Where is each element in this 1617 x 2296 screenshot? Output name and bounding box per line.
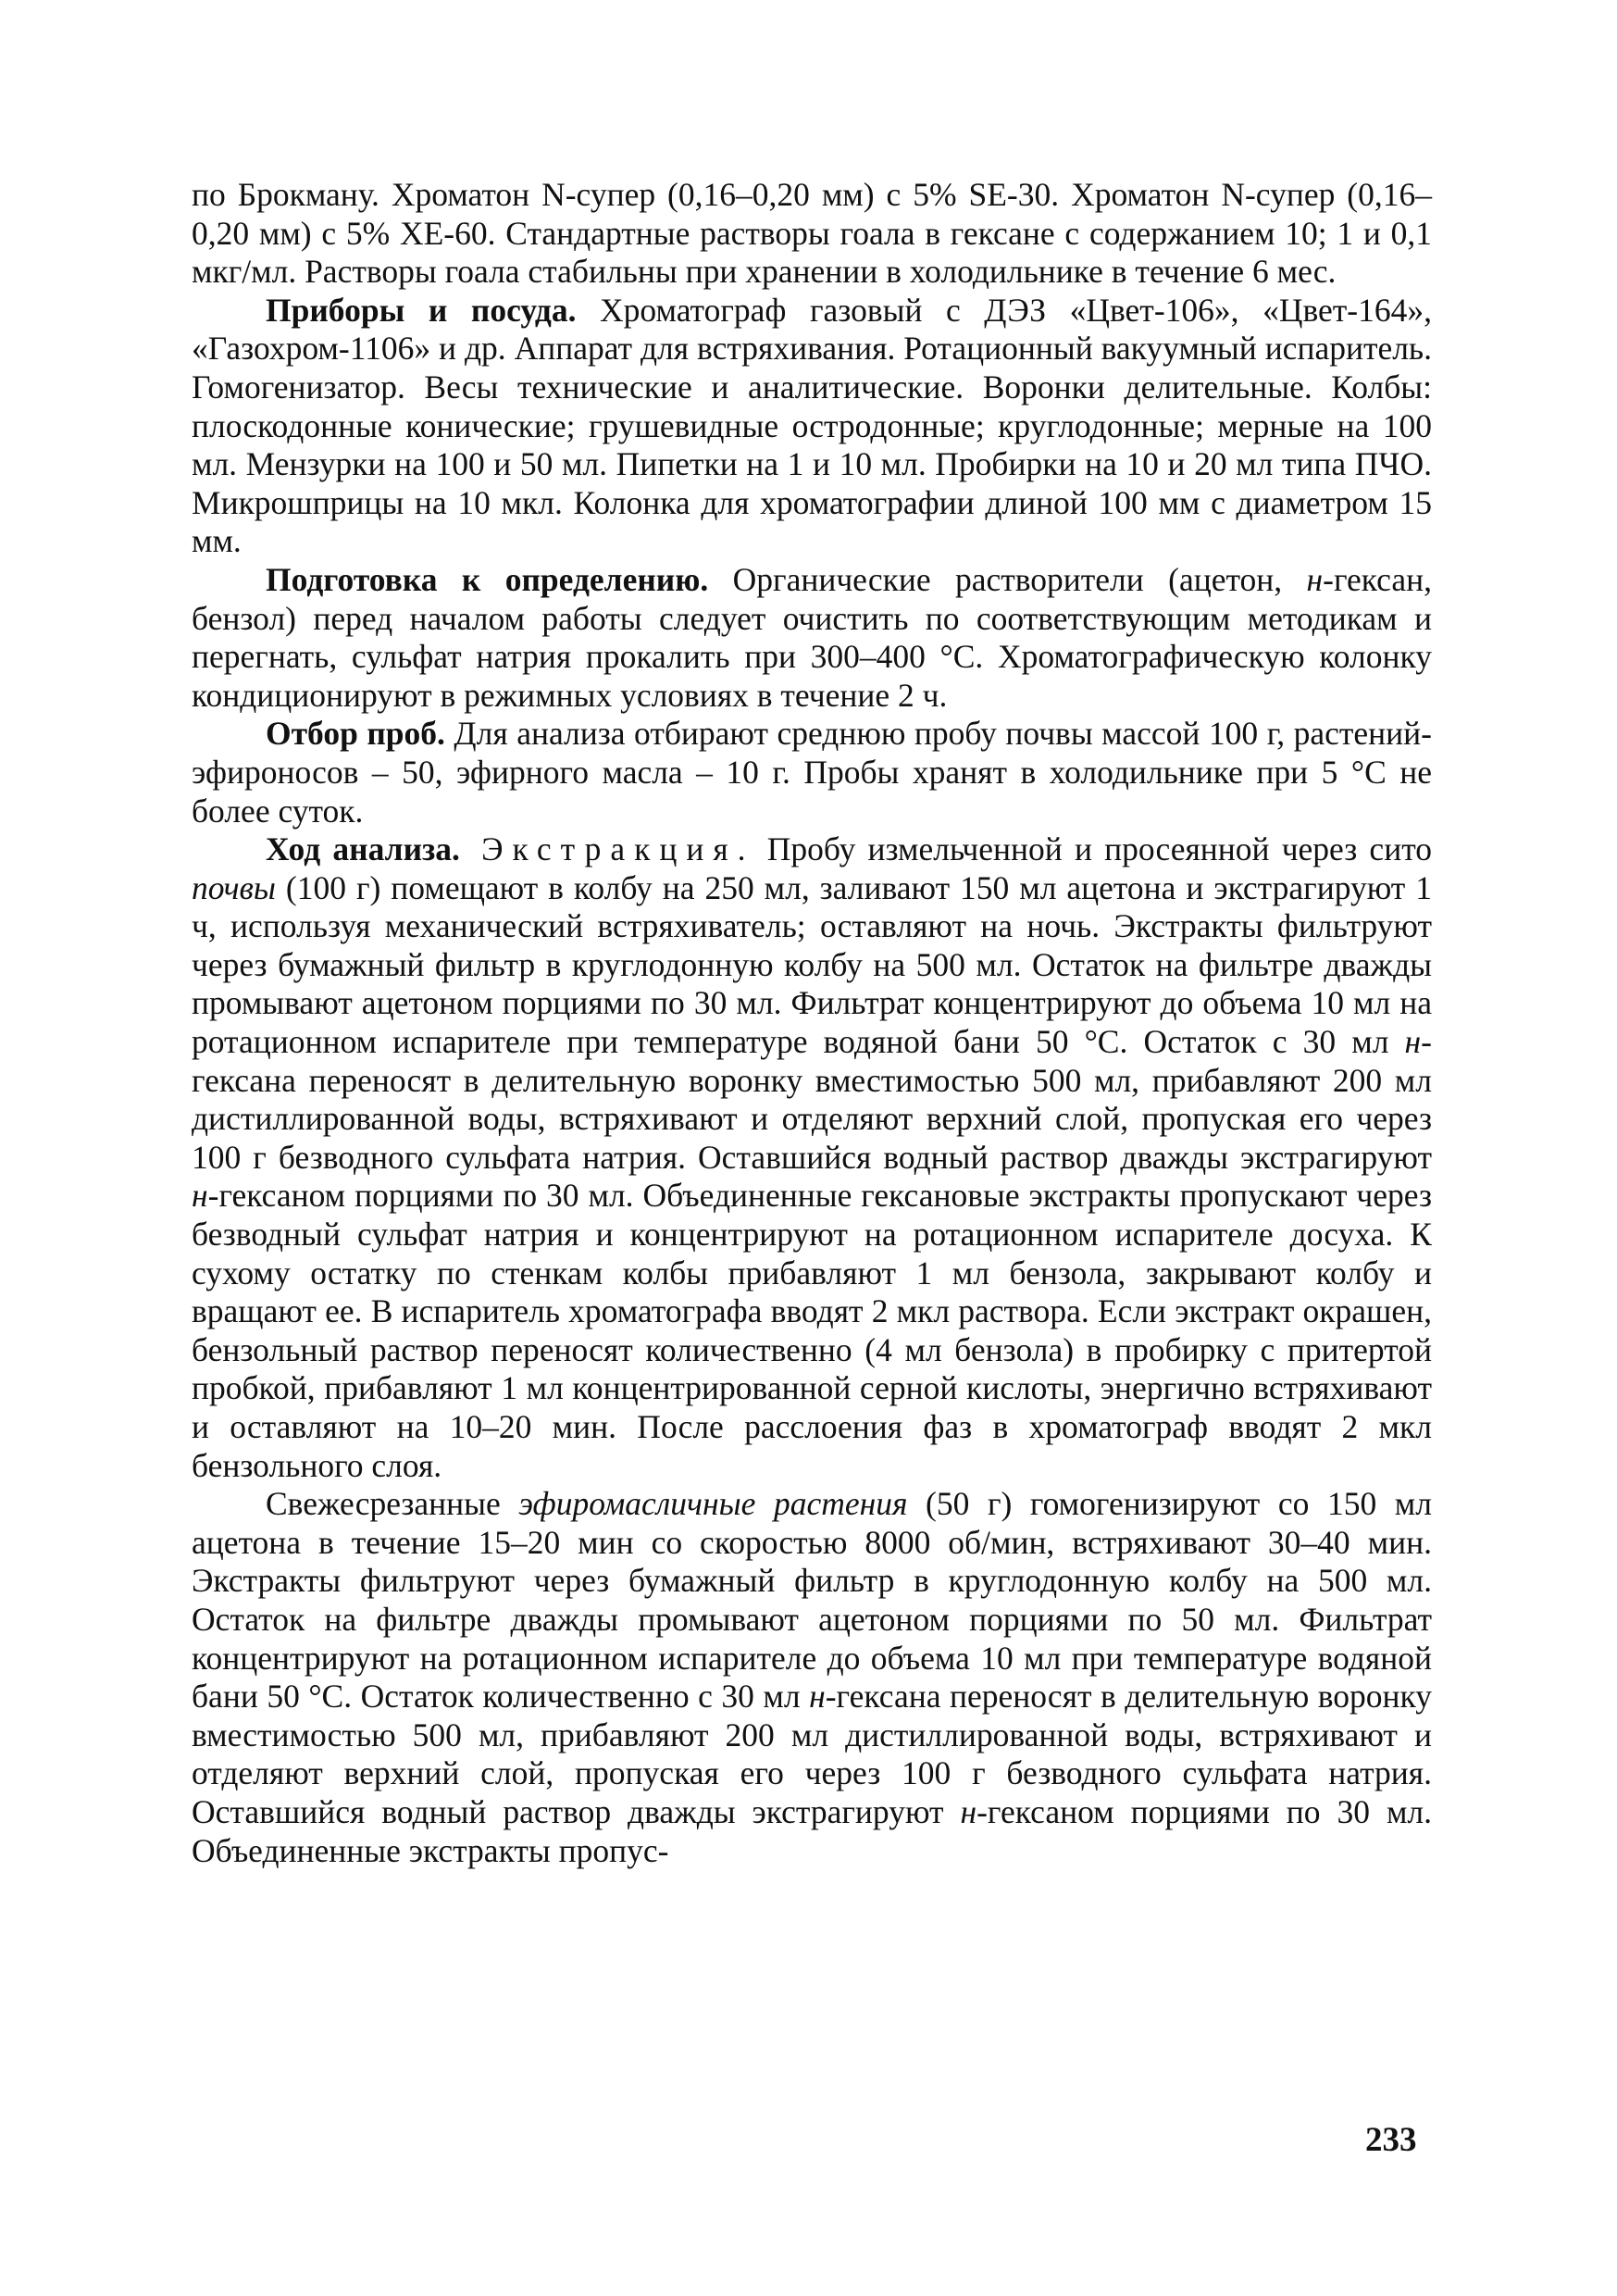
paragraph-text: -гексан, бензол) перед началом работы следует очистить по соответствующим методикам и перегнать, сульфат натрия прокалить при 300–400 °С. Хроматографическую колонку кондиционируют в режимных условиях в течение 2 ч. [192,560,1432,714]
paragraph-text: Пробу измельченной и просеянной через сито [754,830,1432,868]
paragraph-text: -гексана переносят в делительную воронку вместимостью 500 мл, прибавляют 200 мл дистиллированной воды, встряхивают и отделяют верхний слой, пропуская его через 100 г безводного сульфата натрия. Оставшийся водный раствор дважды экстрагируют [192,1678,1432,1830]
paragraph-text: Свежесрезанные [266,1485,519,1523]
paragraph-text: -гексана переносят в делительную воронку вместимостью 500 мл, прибавляют 200 мл дистиллированной воды, встряхивают и отделяют верхний слой, пропуская его через 100 г безводного сульфата натрия. Оставшийся водный раствор дважды экстрагируют [192,1023,1432,1176]
section-heading-analysis: Ход анализа. [266,830,460,868]
section-heading-preparation: Подготовка к определению. [266,560,709,598]
paragraph-reagents-continued [192,176,1432,292]
italic-text: н [192,1177,208,1215]
paragraph-analysis-plants [192,1485,1432,1870]
subheading-extraction: Экстракция. [459,830,755,868]
section-heading-apparatus: Приборы и посуда. [266,291,577,329]
paragraph-text: Органические растворители (ацетон, [708,560,1307,598]
paragraph-text: -гексаном порциями по 30 мл. Объединенные экстракты пропус- [192,1792,1432,1869]
paragraph-text: (100 г) помещают в колбу на 250 мл, заливают 150 мл ацетона и экстрагируют 1 ч, используя механический встряхиватель; оставляют на ночь. Экстракты фильтруют через бумажный фильтр в круглодонную колбу на 500 мл. Остаток на фильтре дважды промывают ацетоном порциями по 30 мл. Фильтрат концентрируют до объема 10 мл на ротационном испарителе при температуре водяной бани 50 °С. Остаток с 30 мл [192,868,1432,1061]
paragraph-text: (50 г) гомогенизируют со 150 мл ацетона в течение 15–20 мин со скоростью 8000 об/мин, встряхивают 30–40 мин. Экстракты фильтруют через бумажный фильтр в круглодонную колбу на 500 мл. Остаток на фильтре дважды промывают ацетоном порциями по 50 мл. Фильтрат концентрируют на ротационном испарителе до объема 10 мл при температуре водяной бани 50 °С. Остаток количественно с 30 мл [192,1485,1432,1716]
italic-text: н [1404,1023,1422,1061]
paragraph-analysis-soil [192,830,1432,1485]
italic-text: н [809,1678,826,1716]
paragraph-text: -гексаном порциями по 30 мл. Объединенные гексановые экстракты пропускают через безводный сульфат натрия и концентрируют на ротационном испарителе досуха. К сухому остатку по стенкам колбы прибавляют 1 мл бензола, закрывают колбу и вращают ее. В испаритель хроматографа вводят 2 мкл раствора. Если экстракт окрашен, бензольный раствор переносят количественно (4 мл бензола) в пробирку с притертой пробкой, прибавляют 1 мл концентрированной серной кислоты, энергично встряхивают и оставляют на 10–20 мин. После расслоения фаз в хроматограф вводят 2 мкл бензольного слоя. [192,1177,1432,1484]
page-body [192,176,1432,1870]
italic-text: почвы [192,868,276,906]
paragraph-text: по Брокману. Хроматон N-супер (0,16–0,20 мм) с 5% SE-30. Хроматон N-супер (0,16–0,20 мм) с 5% XE-60. Стандартные растворы гоала в гексане с содержанием 10; 1 и 0,1 мкг/мл. Растворы гоала стабильны при хранении в холодильнике в течение 6 мес. [192,176,1432,291]
paragraph-sampling [192,715,1432,830]
italic-text: эфиромасличные растения [518,1485,908,1523]
paragraph-text: Для анализа отбирают среднюю пробу почвы массой 100 г, растений-эфироносов – 50, эфирного масла – 10 г. Пробы хранят в холодильнике при 5 °С не более суток. [192,715,1432,830]
paragraph-preparation [192,561,1432,715]
paragraph-apparatus [192,292,1432,561]
italic-text: н [960,1792,977,1830]
italic-text: н [1306,560,1324,598]
paragraph-text: Хроматограф газовый с ДЭЗ «Цвет-106», «Цвет-164», «Газохром-1106» и др. Аппарат для встряхивания. Ротационный вакуумный испаритель. Гомогенизатор. Весы технические и аналитические. Воронки делительные. Колбы: плоскодонные конические; грушевидные остродонные; круглодонные; мерные на 100 мл. Мензурки на 100 и 50 мл. Пипетки на 1 и 10 мл. Пробирки на 10 и 20 мл типа ПЧО. Микрошприцы на 10 мкл. Колонка для хроматографии длиной 100 мм с диаметром 15 мм. [192,291,1432,560]
page-number: 233 [1365,2121,1417,2159]
section-heading-sampling: Отбор проб. [266,715,445,753]
